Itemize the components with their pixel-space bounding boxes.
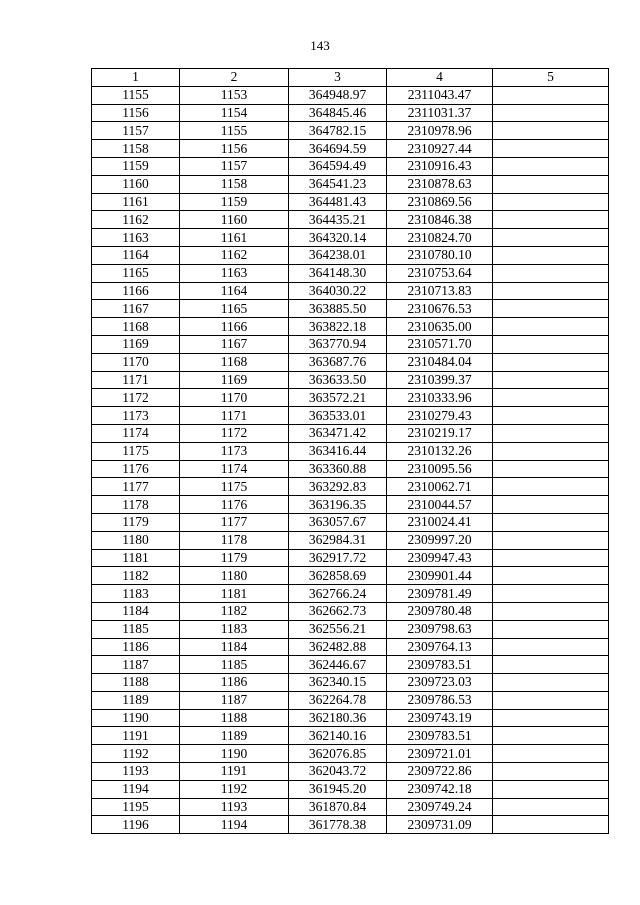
table-cell-col-5 <box>493 585 609 603</box>
table-cell-col-1: 1189 <box>92 691 180 709</box>
table-cell-col-3: 362662.73 <box>289 602 387 620</box>
coordinates-table <box>91 68 609 834</box>
table-cell-col-4: 2309722.86 <box>387 763 493 781</box>
table-cell-col-5 <box>493 318 609 336</box>
table-cell-col-3: 364320.14 <box>289 229 387 247</box>
table-cell-col-3: 362180.36 <box>289 709 387 727</box>
table-cell-col-4: 2310024.41 <box>387 513 493 531</box>
table-row <box>92 335 609 353</box>
table-cell-col-2: 1171 <box>180 407 289 425</box>
table-cell-col-5 <box>493 193 609 211</box>
table-cell-col-2: 1156 <box>180 140 289 158</box>
table-cell-col-2: 1161 <box>180 229 289 247</box>
table-cell-col-3: 361778.38 <box>289 816 387 834</box>
table-row <box>92 674 609 692</box>
table-cell-col-3: 364694.59 <box>289 140 387 158</box>
table-cell-col-3: 364541.23 <box>289 175 387 193</box>
table-row <box>92 656 609 674</box>
table-cell-col-1: 1167 <box>92 300 180 318</box>
table-row <box>92 140 609 158</box>
table-row <box>92 602 609 620</box>
table-cell-col-3: 362340.15 <box>289 674 387 692</box>
table-row <box>92 157 609 175</box>
table-cell-col-2: 1191 <box>180 763 289 781</box>
table-cell-col-3: 362766.24 <box>289 585 387 603</box>
table-cell-col-2: 1193 <box>180 798 289 816</box>
table-cell-col-3: 363687.76 <box>289 353 387 371</box>
table-cell-col-5 <box>493 531 609 549</box>
table-cell-col-1: 1178 <box>92 496 180 514</box>
table-cell-col-4: 2309798.63 <box>387 620 493 638</box>
table-row <box>92 175 609 193</box>
table-cell-col-4: 2310978.96 <box>387 122 493 140</box>
table-cell-col-2: 1175 <box>180 478 289 496</box>
table-cell-col-2: 1177 <box>180 513 289 531</box>
table-cell-col-1: 1155 <box>92 86 180 104</box>
table-row <box>92 638 609 656</box>
table-cell-col-3: 362140.16 <box>289 727 387 745</box>
table-row <box>92 389 609 407</box>
table-cell-col-1: 1173 <box>92 407 180 425</box>
table-cell-col-3: 363292.83 <box>289 478 387 496</box>
header-row <box>92 69 609 87</box>
column-header-1: 1 <box>92 69 180 87</box>
table-cell-col-3: 364782.15 <box>289 122 387 140</box>
column-header-3: 3 <box>289 69 387 87</box>
table-cell-col-4: 2309764.13 <box>387 638 493 656</box>
table-cell-col-2: 1184 <box>180 638 289 656</box>
table-cell-col-5 <box>493 513 609 531</box>
table-row <box>92 531 609 549</box>
table-row <box>92 709 609 727</box>
column-header-4: 4 <box>387 69 493 87</box>
table-cell-col-4: 2310219.17 <box>387 424 493 442</box>
table-cell-col-3: 362984.31 <box>289 531 387 549</box>
table-cell-col-4: 2310635.00 <box>387 318 493 336</box>
table-cell-col-3: 363360.88 <box>289 460 387 478</box>
table-cell-col-1: 1185 <box>92 620 180 638</box>
table-cell-col-4: 2309997.20 <box>387 531 493 549</box>
table-cell-col-4: 2310333.96 <box>387 389 493 407</box>
table-cell-col-4: 2309749.24 <box>387 798 493 816</box>
table-cell-col-5 <box>493 656 609 674</box>
table-cell-col-2: 1187 <box>180 691 289 709</box>
table-cell-col-5 <box>493 229 609 247</box>
table-cell-col-3: 363633.50 <box>289 371 387 389</box>
table-cell-col-5 <box>493 371 609 389</box>
table-cell-col-4: 2309783.51 <box>387 727 493 745</box>
table-cell-col-5 <box>493 745 609 763</box>
table-cell-col-3: 363057.67 <box>289 513 387 531</box>
table-cell-col-5 <box>493 353 609 371</box>
table-cell-col-4: 2309721.01 <box>387 745 493 763</box>
table-cell-col-1: 1195 <box>92 798 180 816</box>
table-cell-col-2: 1182 <box>180 602 289 620</box>
table-cell-col-2: 1159 <box>180 193 289 211</box>
table-cell-col-5 <box>493 674 609 692</box>
table-cell-col-1: 1162 <box>92 211 180 229</box>
table-body <box>92 86 609 833</box>
table-cell-col-1: 1188 <box>92 674 180 692</box>
table-row <box>92 727 609 745</box>
table-cell-col-5 <box>493 727 609 745</box>
table-cell-col-2: 1172 <box>180 424 289 442</box>
table-row <box>92 300 609 318</box>
table-cell-col-2: 1160 <box>180 211 289 229</box>
table-cell-col-5 <box>493 460 609 478</box>
table-cell-col-2: 1163 <box>180 264 289 282</box>
table-cell-col-2: 1173 <box>180 442 289 460</box>
table-row <box>92 122 609 140</box>
table-cell-col-4: 2310753.64 <box>387 264 493 282</box>
table-cell-col-5 <box>493 335 609 353</box>
table-cell-col-5 <box>493 442 609 460</box>
table-cell-col-3: 362076.85 <box>289 745 387 763</box>
table-cell-col-3: 362043.72 <box>289 763 387 781</box>
table-cell-col-4: 2310044.57 <box>387 496 493 514</box>
table-cell-col-2: 1155 <box>180 122 289 140</box>
table-cell-col-4: 2310062.71 <box>387 478 493 496</box>
table-cell-col-1: 1190 <box>92 709 180 727</box>
table-cell-col-1: 1164 <box>92 246 180 264</box>
table-cell-col-1: 1156 <box>92 104 180 122</box>
table-cell-col-4: 2310878.63 <box>387 175 493 193</box>
table-row <box>92 371 609 389</box>
table-cell-col-3: 364594.49 <box>289 157 387 175</box>
table-row <box>92 816 609 834</box>
table-row <box>92 620 609 638</box>
table-cell-col-5 <box>493 246 609 264</box>
table-cell-col-5 <box>493 86 609 104</box>
table-cell-col-4: 2310846.38 <box>387 211 493 229</box>
table-cell-col-2: 1162 <box>180 246 289 264</box>
table-cell-col-1: 1169 <box>92 335 180 353</box>
table-cell-col-4: 2310676.53 <box>387 300 493 318</box>
table-cell-col-5 <box>493 424 609 442</box>
table-cell-col-2: 1167 <box>180 335 289 353</box>
table-row <box>92 104 609 122</box>
table-cell-col-2: 1153 <box>180 86 289 104</box>
table-cell-col-5 <box>493 709 609 727</box>
table-cell-col-4: 2309731.09 <box>387 816 493 834</box>
table-cell-col-5 <box>493 638 609 656</box>
table-cell-col-3: 363885.50 <box>289 300 387 318</box>
table-cell-col-5 <box>493 282 609 300</box>
table-cell-col-4: 2310399.37 <box>387 371 493 389</box>
table-row <box>92 798 609 816</box>
table-cell-col-5 <box>493 264 609 282</box>
table-cell-col-2: 1164 <box>180 282 289 300</box>
table-cell-col-5 <box>493 211 609 229</box>
table-cell-col-5 <box>493 549 609 567</box>
table-cell-col-5 <box>493 567 609 585</box>
table-cell-col-3: 364148.30 <box>289 264 387 282</box>
table-cell-col-2: 1168 <box>180 353 289 371</box>
table-cell-col-2: 1157 <box>180 157 289 175</box>
table-cell-col-4: 2309780.48 <box>387 602 493 620</box>
table-cell-col-1: 1184 <box>92 602 180 620</box>
table-cell-col-4: 2309901.44 <box>387 567 493 585</box>
table-cell-col-5 <box>493 602 609 620</box>
table-row <box>92 585 609 603</box>
table-cell-col-5 <box>493 798 609 816</box>
table-cell-col-4: 2309781.49 <box>387 585 493 603</box>
table-cell-col-2: 1176 <box>180 496 289 514</box>
table-cell-col-4: 2310279.43 <box>387 407 493 425</box>
table-cell-col-1: 1179 <box>92 513 180 531</box>
table-cell-col-4: 2309743.19 <box>387 709 493 727</box>
table-cell-col-3: 362917.72 <box>289 549 387 567</box>
table-cell-col-5 <box>493 140 609 158</box>
table-cell-col-3: 364948.97 <box>289 86 387 104</box>
table-cell-col-4: 2310824.70 <box>387 229 493 247</box>
table-cell-col-3: 363572.21 <box>289 389 387 407</box>
column-header-2: 2 <box>180 69 289 87</box>
table-cell-col-2: 1190 <box>180 745 289 763</box>
table-cell-col-2: 1192 <box>180 780 289 798</box>
table-row <box>92 549 609 567</box>
table-cell-col-1: 1166 <box>92 282 180 300</box>
table-cell-col-3: 362556.21 <box>289 620 387 638</box>
table-row <box>92 86 609 104</box>
table-cell-col-4: 2311043.47 <box>387 86 493 104</box>
table-cell-col-3: 363196.35 <box>289 496 387 514</box>
table-cell-col-1: 1158 <box>92 140 180 158</box>
table-row <box>92 407 609 425</box>
table-cell-col-2: 1183 <box>180 620 289 638</box>
table-cell-col-2: 1166 <box>180 318 289 336</box>
table-cell-col-1: 1165 <box>92 264 180 282</box>
table-cell-col-2: 1186 <box>180 674 289 692</box>
table-row <box>92 478 609 496</box>
table-header <box>92 69 609 87</box>
table-cell-col-2: 1170 <box>180 389 289 407</box>
table-row <box>92 442 609 460</box>
table-cell-col-5 <box>493 407 609 425</box>
table-cell-col-4: 2310713.83 <box>387 282 493 300</box>
table-cell-col-2: 1178 <box>180 531 289 549</box>
table-cell-col-3: 361945.20 <box>289 780 387 798</box>
table-cell-col-5 <box>493 104 609 122</box>
table-cell-col-1: 1182 <box>92 567 180 585</box>
table-cell-col-1: 1160 <box>92 175 180 193</box>
table-cell-col-1: 1180 <box>92 531 180 549</box>
table-cell-col-3: 362482.88 <box>289 638 387 656</box>
table-cell-col-1: 1174 <box>92 424 180 442</box>
table-cell-col-4: 2310927.44 <box>387 140 493 158</box>
table-row <box>92 282 609 300</box>
table-row <box>92 246 609 264</box>
table-cell-col-5 <box>493 691 609 709</box>
table-cell-col-2: 1181 <box>180 585 289 603</box>
table-cell-col-4: 2310095.56 <box>387 460 493 478</box>
table-row <box>92 745 609 763</box>
table-cell-col-5 <box>493 763 609 781</box>
table-cell-col-2: 1194 <box>180 816 289 834</box>
table-row <box>92 264 609 282</box>
table-cell-col-5 <box>493 780 609 798</box>
table-cell-col-3: 362264.78 <box>289 691 387 709</box>
table-cell-col-5 <box>493 122 609 140</box>
table-row <box>92 513 609 531</box>
table-cell-col-4: 2309786.53 <box>387 691 493 709</box>
table-row <box>92 353 609 371</box>
table-cell-col-1: 1157 <box>92 122 180 140</box>
table-cell-col-5 <box>493 300 609 318</box>
table-cell-col-1: 1175 <box>92 442 180 460</box>
table-cell-col-1: 1159 <box>92 157 180 175</box>
table-cell-col-3: 363822.18 <box>289 318 387 336</box>
table-cell-col-1: 1194 <box>92 780 180 798</box>
table-row <box>92 567 609 585</box>
table-cell-col-5 <box>493 816 609 834</box>
table-cell-col-4: 2310132.26 <box>387 442 493 460</box>
table-cell-col-5 <box>493 389 609 407</box>
table-row <box>92 229 609 247</box>
table-cell-col-2: 1189 <box>180 727 289 745</box>
table-cell-col-1: 1163 <box>92 229 180 247</box>
table-row <box>92 763 609 781</box>
table-cell-col-2: 1180 <box>180 567 289 585</box>
table-cell-col-3: 364238.01 <box>289 246 387 264</box>
table-cell-col-1: 1187 <box>92 656 180 674</box>
table-cell-col-5 <box>493 496 609 514</box>
table-cell-col-1: 1192 <box>92 745 180 763</box>
column-header-5: 5 <box>493 69 609 87</box>
table-row <box>92 691 609 709</box>
table-cell-col-4: 2310780.10 <box>387 246 493 264</box>
table-cell-col-1: 1186 <box>92 638 180 656</box>
table-cell-col-2: 1158 <box>180 175 289 193</box>
table-cell-col-2: 1179 <box>180 549 289 567</box>
table-cell-col-4: 2311031.37 <box>387 104 493 122</box>
table-cell-col-4: 2309783.51 <box>387 656 493 674</box>
table-cell-col-4: 2309947.43 <box>387 549 493 567</box>
table-cell-col-2: 1185 <box>180 656 289 674</box>
table-cell-col-1: 1183 <box>92 585 180 603</box>
table-cell-col-5 <box>493 620 609 638</box>
table-cell-col-2: 1188 <box>180 709 289 727</box>
table-cell-col-3: 364435.21 <box>289 211 387 229</box>
table-cell-col-3: 364030.22 <box>289 282 387 300</box>
table-cell-col-4: 2309742.18 <box>387 780 493 798</box>
table-cell-col-3: 364845.46 <box>289 104 387 122</box>
table-cell-col-2: 1154 <box>180 104 289 122</box>
table-cell-col-1: 1176 <box>92 460 180 478</box>
table-cell-col-5 <box>493 478 609 496</box>
table-row <box>92 780 609 798</box>
table-cell-col-1: 1161 <box>92 193 180 211</box>
table-cell-col-3: 363533.01 <box>289 407 387 425</box>
table-row <box>92 496 609 514</box>
table-cell-col-3: 361870.84 <box>289 798 387 816</box>
table-cell-col-1: 1171 <box>92 371 180 389</box>
table-cell-col-3: 362858.69 <box>289 567 387 585</box>
table-cell-col-3: 363416.44 <box>289 442 387 460</box>
table-cell-col-1: 1168 <box>92 318 180 336</box>
table-cell-col-2: 1165 <box>180 300 289 318</box>
table-cell-col-3: 363471.42 <box>289 424 387 442</box>
table-cell-col-1: 1170 <box>92 353 180 371</box>
table-cell-col-3: 362446.67 <box>289 656 387 674</box>
table-row <box>92 460 609 478</box>
table-cell-col-1: 1191 <box>92 727 180 745</box>
table-row <box>92 318 609 336</box>
table-cell-col-1: 1193 <box>92 763 180 781</box>
table-cell-col-5 <box>493 175 609 193</box>
table-cell-col-1: 1172 <box>92 389 180 407</box>
table-cell-col-1: 1177 <box>92 478 180 496</box>
table-cell-col-4: 2310869.56 <box>387 193 493 211</box>
table-row <box>92 211 609 229</box>
table-cell-col-2: 1174 <box>180 460 289 478</box>
table-cell-col-1: 1181 <box>92 549 180 567</box>
table-row <box>92 193 609 211</box>
table-cell-col-4: 2309723.03 <box>387 674 493 692</box>
table-cell-col-4: 2310484.04 <box>387 353 493 371</box>
table-cell-col-1: 1196 <box>92 816 180 834</box>
page-number: 143 <box>310 38 330 53</box>
table-cell-col-3: 364481.43 <box>289 193 387 211</box>
table-row <box>92 424 609 442</box>
table-cell-col-4: 2310571.70 <box>387 335 493 353</box>
table-cell-col-4: 2310916.43 <box>387 157 493 175</box>
table-cell-col-5 <box>493 157 609 175</box>
table-cell-col-3: 363770.94 <box>289 335 387 353</box>
table-cell-col-2: 1169 <box>180 371 289 389</box>
